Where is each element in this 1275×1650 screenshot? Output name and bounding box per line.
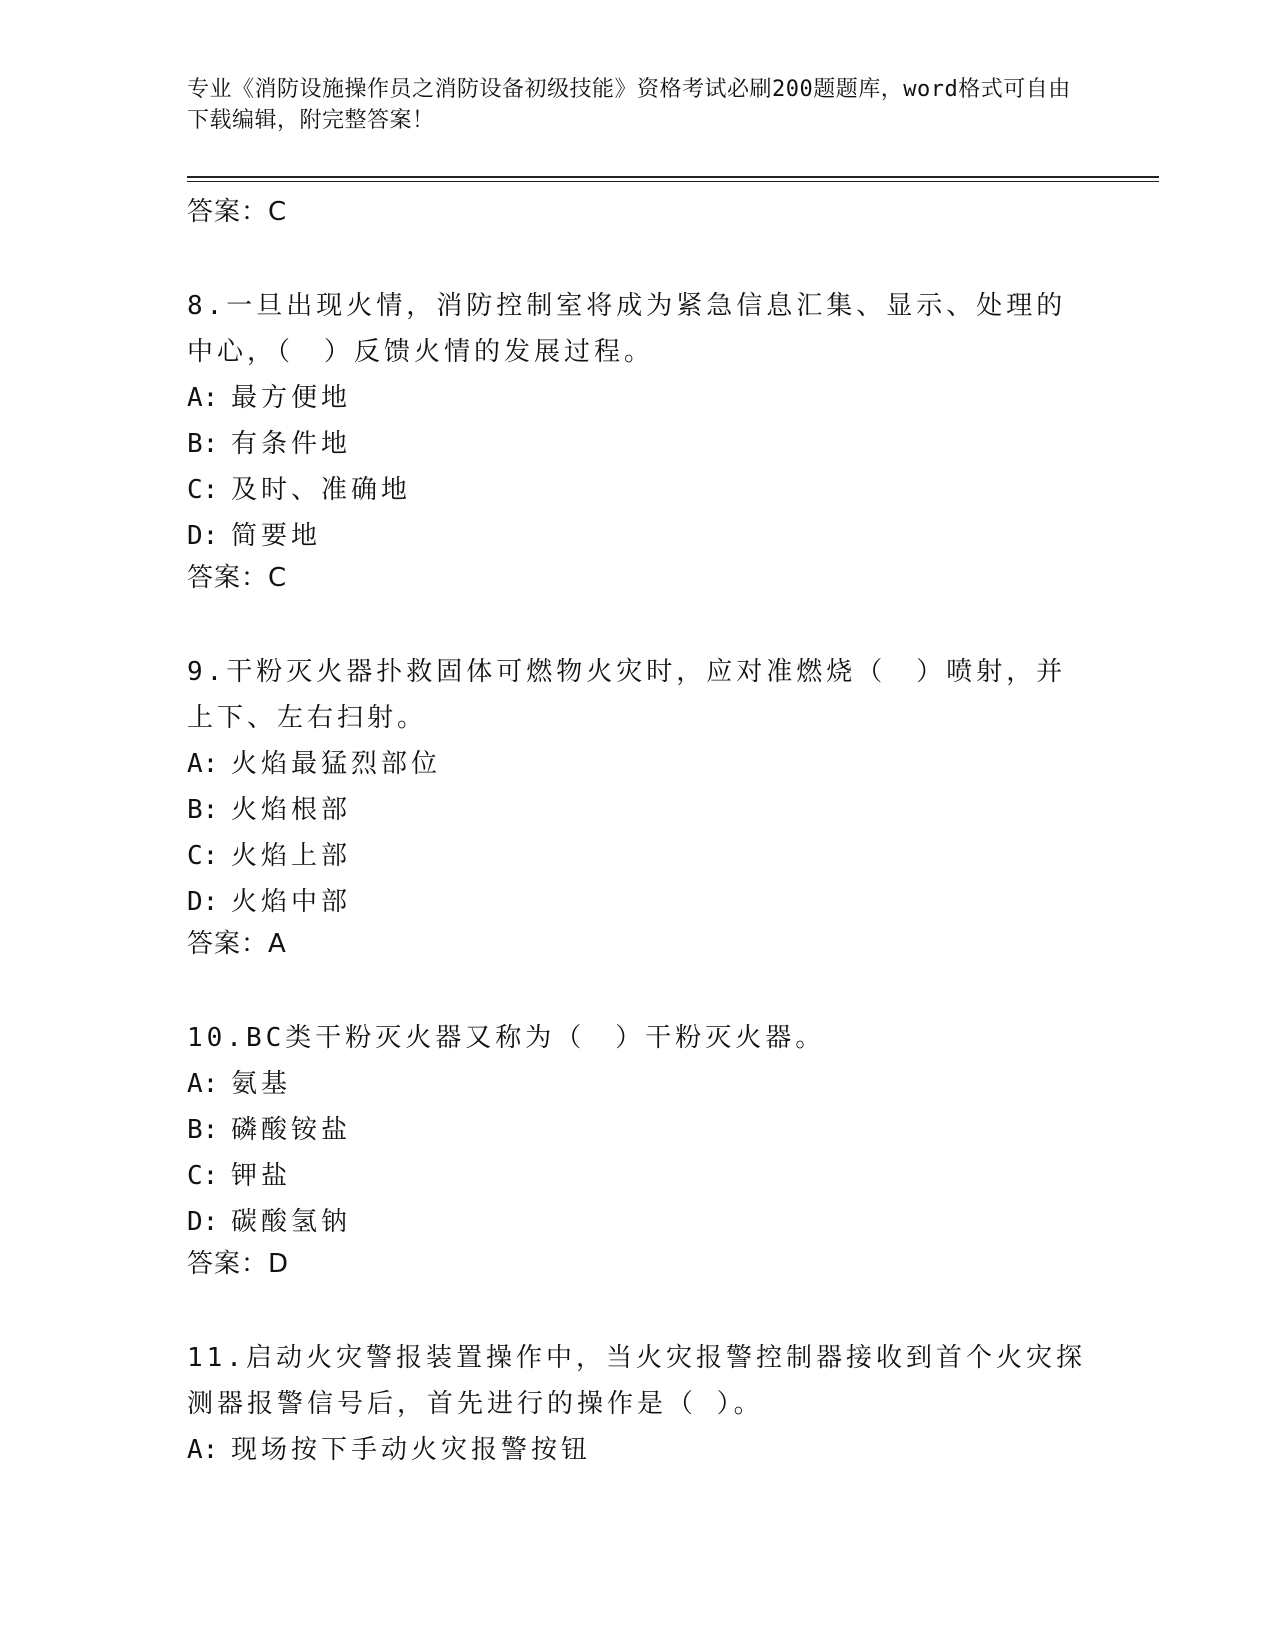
option-text: 氨基 <box>231 1069 292 1099</box>
answer-line: 答案：C <box>187 197 288 227</box>
question-text: 11.启动火灾警报装置操作中，当火灾报警控制器接收到首个火灾探测器报警信号后，首先进行的操作是（ ）。 <box>187 1343 1086 1419</box>
option-text: 火焰上部 <box>231 841 352 871</box>
option-letter: A: <box>187 383 219 413</box>
answer-line: 答案：C <box>187 563 288 593</box>
option-text: 火焰中部 <box>231 887 352 917</box>
option-c <box>187 833 1087 879</box>
option-letter: A: <box>187 1069 219 1099</box>
question-item <box>187 283 1087 605</box>
option-text: 简要地 <box>231 521 322 551</box>
option-letter: A: <box>187 749 219 779</box>
question-text: 9.干粉灭火器扑救固体可燃物火灾时，应对准燃烧（ ）喷射，并上下、左右扫射。 <box>187 657 1067 733</box>
option-letter: A: <box>187 1435 219 1465</box>
option-b <box>187 787 1087 833</box>
option-letter: B: <box>187 429 219 459</box>
option-b <box>187 421 1087 467</box>
option-letter: B: <box>187 795 219 825</box>
option-a <box>187 741 1087 787</box>
option-text: 磷酸铵盐 <box>231 1115 352 1145</box>
option-d <box>187 513 1087 559</box>
option-d <box>187 1199 1087 1245</box>
option-c <box>187 467 1087 513</box>
option-letter: B: <box>187 1115 219 1145</box>
header-rule-thin <box>187 181 1159 182</box>
option-d <box>187 879 1087 925</box>
option-letter: D: <box>187 887 219 917</box>
option-b <box>187 1107 1087 1153</box>
option-text: 现场按下手动火灾报警按钮 <box>231 1435 592 1465</box>
option-text: 最方便地 <box>231 383 352 413</box>
option-text: 火焰根部 <box>231 795 352 825</box>
option-a <box>187 1427 1087 1473</box>
option-text: 及时、准确地 <box>231 475 412 505</box>
option-a <box>187 375 1087 421</box>
question-list <box>187 193 1087 1473</box>
answer-line: 答案：A <box>187 929 287 959</box>
question-item <box>187 1335 1087 1473</box>
document-header: 专业《消防设施操作员之消防设备初级技能》资格考试必刷200题题库，word格式可自由下载编辑，附完整答案！ <box>187 77 1071 133</box>
option-a <box>187 1061 1087 1107</box>
question-item <box>187 649 1087 971</box>
option-text: 碳酸氢钠 <box>231 1207 352 1237</box>
option-letter: D: <box>187 521 219 551</box>
question-text: 10.BC类干粉灭火器又称为（ ）干粉灭火器。 <box>187 1023 826 1053</box>
header-rule-thick <box>187 176 1159 178</box>
option-text: 钾盐 <box>231 1161 292 1191</box>
option-letter: C: <box>187 1161 219 1191</box>
option-letter: C: <box>187 475 219 505</box>
answer-line: 答案：D <box>187 1249 290 1279</box>
option-letter: D: <box>187 1207 219 1237</box>
option-letter: C: <box>187 841 219 871</box>
option-text: 火焰最猛烈部位 <box>231 749 442 779</box>
option-c <box>187 1153 1087 1199</box>
question-item <box>187 1015 1087 1291</box>
question-text: 8.一旦出现火情，消防控制室将成为紧急信息汇集、显示、处理的中心，（ ）反馈火情的发展过程。 <box>187 291 1067 367</box>
option-text: 有条件地 <box>231 429 352 459</box>
